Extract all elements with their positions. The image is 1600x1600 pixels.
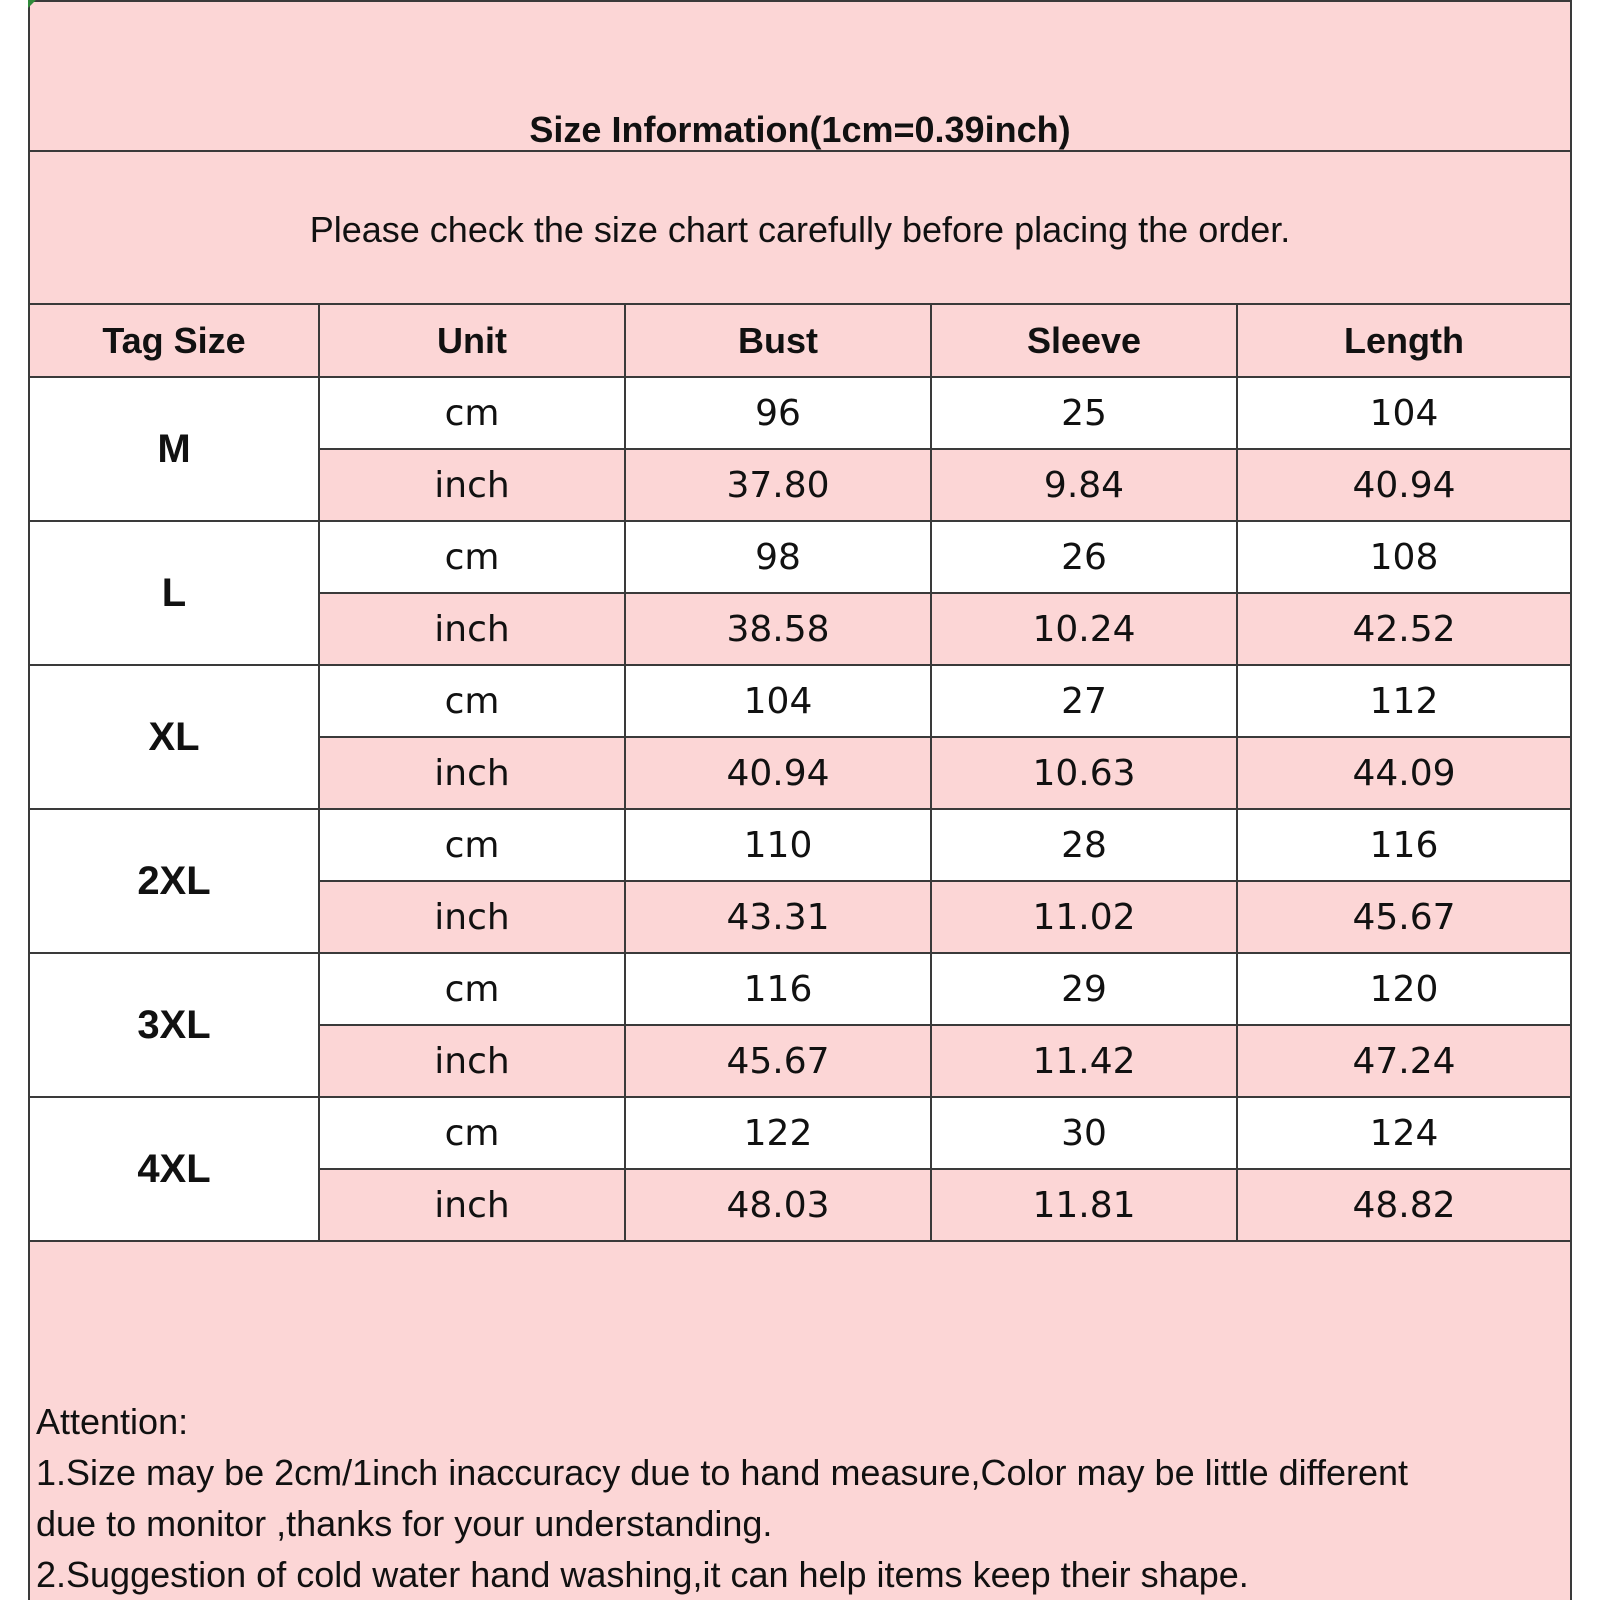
sleeve-cell: 10.24 [931, 593, 1237, 665]
length-cell: 40.94 [1237, 449, 1570, 521]
tag-size-cell: L [30, 521, 319, 665]
unit-cell: inch [319, 881, 625, 953]
size-chart [28, 0, 1572, 1600]
header-length: Length [1237, 305, 1570, 377]
length-cell: 45.67 [1237, 881, 1570, 953]
length-cell: 116 [1237, 809, 1570, 881]
unit-cell: cm [319, 377, 625, 449]
attention-notes [36, 1396, 1566, 1600]
corner-marker [28, 0, 36, 8]
sleeve-cell: 27 [931, 665, 1237, 737]
bust-cell: 98 [625, 521, 931, 593]
tag-size-cell: XL [30, 665, 319, 809]
bust-cell: 104 [625, 665, 931, 737]
table-row [30, 665, 1570, 737]
length-cell: 120 [1237, 953, 1570, 1025]
length-cell: 104 [1237, 377, 1570, 449]
sleeve-cell: 30 [931, 1097, 1237, 1169]
bust-cell: 110 [625, 809, 931, 881]
table-header-row [30, 305, 1570, 377]
unit-cell: inch [319, 737, 625, 809]
bust-cell: 116 [625, 953, 931, 1025]
length-cell: 124 [1237, 1097, 1570, 1169]
table-row [30, 521, 1570, 593]
bust-cell: 38.58 [625, 593, 931, 665]
bust-cell: 45.67 [625, 1025, 931, 1097]
length-cell: 42.52 [1237, 593, 1570, 665]
bust-cell: 48.03 [625, 1169, 931, 1241]
unit-cell: cm [319, 953, 625, 1025]
attention-line: due to monitor ,thanks for your understanding. [36, 1503, 773, 1544]
tag-size-cell: 4XL [30, 1097, 319, 1241]
length-cell: 108 [1237, 521, 1570, 593]
unit-cell: cm [319, 665, 625, 737]
unit-cell: inch [319, 1025, 625, 1097]
unit-cell: inch [319, 1169, 625, 1241]
unit-cell: inch [319, 449, 625, 521]
header-sleeve: Sleeve [931, 305, 1237, 377]
attention-heading: Attention: [36, 1401, 189, 1442]
bust-cell: 43.31 [625, 881, 931, 953]
size-chart-title: Size Information(1cm=0.39inch) [529, 109, 1071, 150]
table-row [30, 953, 1570, 1025]
length-cell: 47.24 [1237, 1025, 1570, 1097]
length-cell: 48.82 [1237, 1169, 1570, 1241]
sleeve-cell: 9.84 [931, 449, 1237, 521]
tag-size-cell: M [30, 377, 319, 521]
unit-cell: inch [319, 593, 625, 665]
tag-size-cell: 2XL [30, 809, 319, 953]
sleeve-cell: 11.42 [931, 1025, 1237, 1097]
attention-line: 2.Suggestion of cold water hand washing,it can help items keep their shape. [36, 1554, 1249, 1595]
sleeve-cell: 28 [931, 809, 1237, 881]
sleeve-cell: 25 [931, 377, 1237, 449]
sleeve-cell: 10.63 [931, 737, 1237, 809]
bust-cell: 96 [625, 377, 931, 449]
notice-row [30, 152, 1570, 305]
size-table [30, 305, 1570, 1242]
header-unit: Unit [319, 305, 625, 377]
length-cell: 112 [1237, 665, 1570, 737]
table-row [30, 809, 1570, 881]
table-row [30, 377, 1570, 449]
sleeve-cell: 11.02 [931, 881, 1237, 953]
tag-size-cell: 3XL [30, 953, 319, 1097]
bust-cell: 122 [625, 1097, 931, 1169]
bust-cell: 40.94 [625, 737, 931, 809]
title-row [30, 0, 1570, 152]
unit-cell: cm [319, 809, 625, 881]
bust-cell: 37.80 [625, 449, 931, 521]
table-row [30, 1097, 1570, 1169]
header-tag-size: Tag Size [30, 305, 319, 377]
size-notice: Please check the size chart carefully before placing the order. [309, 209, 1291, 250]
sleeve-cell: 29 [931, 953, 1237, 1025]
length-cell: 44.09 [1237, 737, 1570, 809]
header-bust: Bust [625, 305, 931, 377]
sleeve-cell: 11.81 [931, 1169, 1237, 1241]
sleeve-cell: 26 [931, 521, 1237, 593]
attention-line: 1.Size may be 2cm/1inch inaccuracy due to hand measure,Color may be little different [36, 1452, 1409, 1493]
unit-cell: cm [319, 1097, 625, 1169]
unit-cell: cm [319, 521, 625, 593]
